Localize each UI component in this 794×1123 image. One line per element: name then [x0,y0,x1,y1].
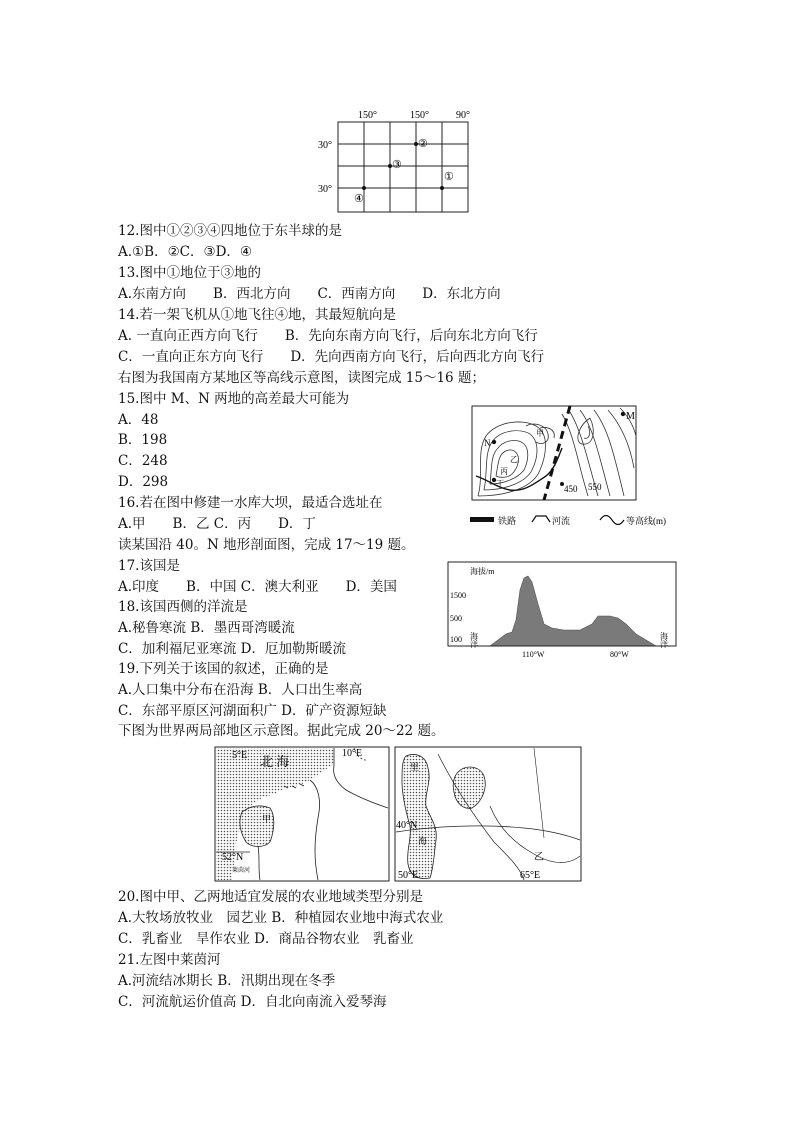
label-10e: 10°E [342,748,363,759]
contour-legend-icon [600,516,624,525]
label-yi: 乙 [510,455,518,464]
profile-ylabel: 海拔/m [470,567,495,576]
q19-stem: 19.下列关于该国的叙述，正确的是 [118,661,329,677]
xtick-110w: 110°W [522,650,545,659]
label-hai: 海 [418,836,428,846]
label-li: 里 [410,762,420,772]
top-label: 150° [358,110,377,121]
terrain-profile-figure [446,560,680,664]
xtick-80w: 80°W [610,650,629,659]
q21-options-cd: C．河流航运价值高 D．自北向南流入爱琴海 [118,994,387,1010]
q15-option-b: B．198 [118,432,168,448]
point-1: ① [444,171,454,183]
q18-options-cd: C．加利福尼亚寒流 D．厄加勒斯暖流 [118,641,346,657]
label-5e: 5°E [232,750,248,761]
label-bing: 丙 [500,467,508,476]
q19-options-ab: A.人口集中分布在沿海 B．人口出生率高 [118,682,363,698]
q15-option-c: C．248 [118,453,168,469]
contour-550: 550 [588,482,602,492]
label-65e: 65°E [520,870,541,881]
left-label: 30° [318,140,332,151]
q15-option-a: A．48 [118,412,159,428]
label-jia: 甲 [262,814,272,824]
point-3: ③ [392,159,402,171]
intro-20-22: 下图为世界两局部地区示意图。据此完成 20～22 题。 [118,723,445,739]
q20-options-ab: A.大牧场放牧业 园艺业 B．种植园农业地中海式农业 [118,910,444,926]
label-M: M [626,411,635,422]
q14-options-ab: A. 一直向正西方向飞行 B．先向东南方向飞行，后向东北方向飞行 [118,328,538,344]
ytick-100: 100 [450,635,462,644]
q15-option-d: D．298 [118,474,169,490]
q20-stem: 20.图中甲、乙两地适宜发展的农业地域类型分别是 [118,889,423,905]
q13-options: A.东南方向 B．西北方向 C．西南方向 D．东北方向 [118,286,501,302]
label-yi: 乙 [534,852,544,863]
label-north-sea: 北 海 [260,754,290,769]
label-ocean-right: 海洋 [659,632,669,648]
label-N: N [484,438,491,448]
point-4: ④ [354,193,364,205]
railway-legend-icon [470,517,494,522]
ytick-500: 500 [450,614,462,623]
ytick-1500: 1500 [450,591,466,600]
point-2: ② [418,138,428,150]
legend-river: 河流 [552,516,571,526]
top-label: 90° [456,110,470,121]
q17-options: A.印度 B．中国 C．澳大利亚 D．美国 [118,579,397,595]
q17-stem: 17.该国是 [118,558,180,574]
q19-options-cd: C．东部平原区河湖面积广 D．矿产资源短缺 [118,703,387,719]
europe-map-figure [214,746,390,882]
label-52n: 52°N [222,852,244,863]
q14-stem: 14.若一架飞机从①地飞往④地，其最短航向是 [118,307,396,323]
label-rhine: 莱茵河 [232,868,251,874]
q16-options: A.甲 B．乙 C．丙 D．丁 [118,516,316,532]
legend-railway: 铁路 [498,516,517,526]
legend-contour: 等高线(m) [626,516,666,526]
label-50e: 50°E [398,870,419,881]
q14-options-cd: C．一直向正东方向飞行 D．先向西南方向飞行，后向西北方向飞行 [118,349,545,365]
asia-map-figure [394,746,582,882]
label-ding: 丁 [496,479,504,488]
label-40n: 40°N [396,820,418,831]
q12-options: A.①B．②C．③D．④ [118,244,253,260]
q18-stem: 18.该国西侧的洋流是 [118,599,248,615]
q16-stem: 16.若在图中修建一水库大坝，最适合选址在 [118,495,383,511]
q21-options-ab: A.河流结冰期长 B．汛期出现在冬季 [118,973,336,989]
q12-stem: 12.图中①②③④四地位于东半球的是 [118,223,342,239]
contour-map-figure [470,404,680,532]
q13-stem: 13.图中①地位于③地的 [118,265,261,281]
intro-17-19: 读某国沿 40。N 地形剖面图，完成 17～19 题。 [118,537,415,553]
label-jia: 甲 [536,429,544,438]
lat-lon-grid-figure [314,104,484,214]
contour-450: 450 [564,484,578,494]
q18-options-ab: A.秘鲁寒流 B．墨西哥湾暖流 [118,620,295,636]
left-label: 30° [318,184,332,195]
intro-15-16: 右图为我国南方某地区等高线示意图，读图完成 15～16 题； [118,370,485,386]
q21-stem: 21.左图中莱茵河 [118,952,221,968]
river-legend-icon [532,516,550,522]
label-ocean-left: 海洋 [469,632,479,648]
q15-stem: 15.图中 M、N 两地的高差最大可能为 [118,391,350,407]
q20-options-cd: C．乳畜业 旱作农业 D．商品谷物农业 乳畜业 [118,931,414,947]
top-label: 150° [410,110,429,121]
